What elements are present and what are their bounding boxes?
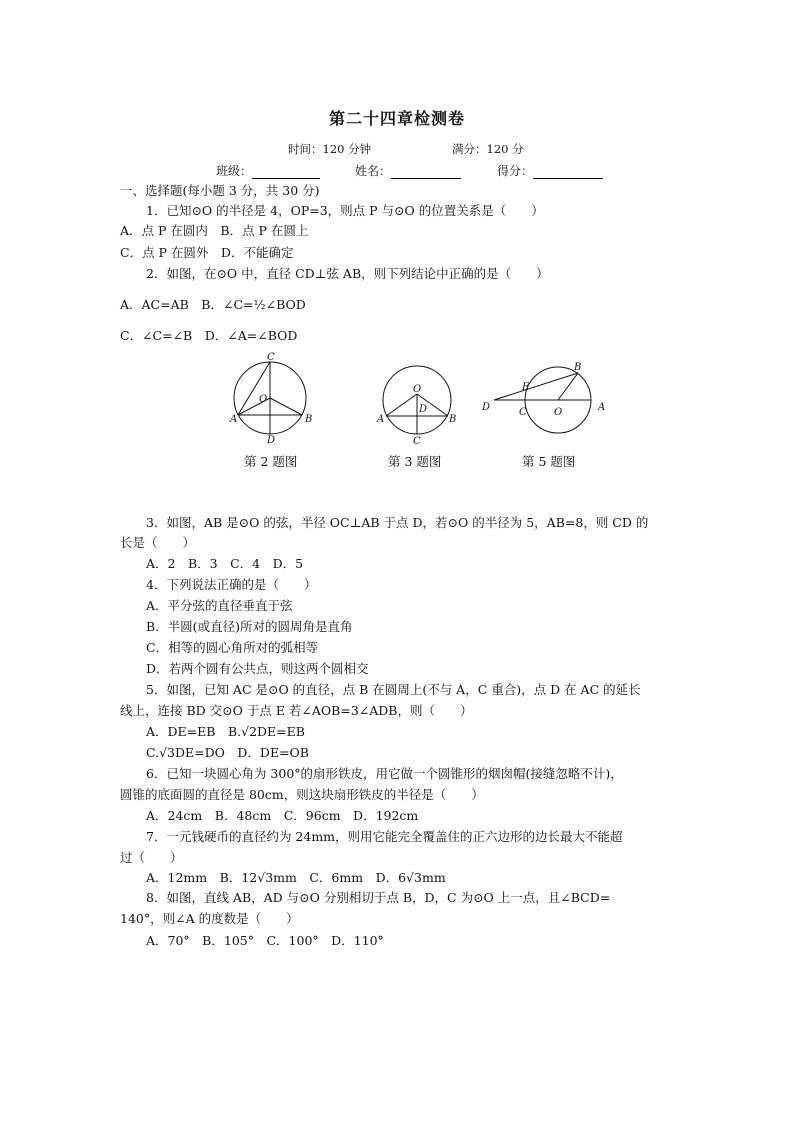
label-B: B [305,414,313,425]
line-db [494,373,578,400]
q3-options: A．2 B．3 C．4 D．5 [146,556,304,571]
label-O: O [259,394,268,405]
q4-option-d: D．若两个圆有公共点，则这两个圆相交 [146,661,369,676]
q5-stem-2: 线上，连接 BD 交⊙O 于点 E 若∠AOB=3∠ADB，则（ ） [120,703,473,718]
name-label: 姓名： [355,164,392,178]
q3-stem-2: 长是（ ） [120,535,196,550]
q4-stem: 4．下列说法正确的是（ ） [146,577,317,592]
q8-stem-2: 140°，则∠A 的度数是（ ） [120,911,299,926]
q2-options-cd: C．∠C=∠B D．∠A=∠BOD [120,328,298,343]
q5-options-ab: A．DE=EB B.√2DE=EB [146,724,305,739]
caption-q5: 第 5 题图 [522,454,576,469]
score-blank[interactable] [533,165,603,179]
class-field[interactable] [216,162,320,179]
q4-option-a: A．平分弦的直径垂直于弦 [146,598,293,613]
caption-q3: 第 3 题图 [388,454,442,469]
figure-q5 [478,360,614,446]
q5-options-cd: C.√3DE=DO D．DE=OB [146,745,309,760]
figure-q3 [375,360,465,446]
label-E: E [522,382,530,393]
class-label: 班级： [216,164,253,178]
label-A: A [230,414,238,425]
q8-stem-1: 8．如图，直线 AB，AD 与⊙O 分别相切于点 B，D，C 为⊙O 上一点，且∠BCD= [146,890,611,905]
label-C: C [267,352,275,363]
q6-options: A．24cm B．48cm C．96cm D．192cm [146,808,419,823]
full-score: 满分：120 分 [452,142,524,156]
q1-options-ab: A．点 P 在圆内 B．点 P 在圆上 [120,223,309,238]
segment-oa [386,394,417,416]
figure-q2 [226,352,316,444]
label-D: D [419,404,428,415]
q7-options: A．12mm B．12√3mm C．6mm D．6√3mm [146,870,446,885]
q6-stem-1: 6．已知一块圆心角为 300°的扇形铁皮，用它做一个圆锥形的烟囱帽(接缝忽略不计)， [146,766,623,781]
q1-options-cd: C．点 P 在圆外 D．不能确定 [120,245,294,260]
q4-option-b: B．半圆(或直径)所对的圆周角是直角 [146,619,353,634]
q4-option-c: C．相等的圆心角所对的弧相等 [146,640,319,655]
label-O: O [413,384,422,395]
q2-options-ab: A．AC=AB B．∠C=½∠BOD [120,297,306,312]
q7-stem-1: 7．一元钱硬币的直径约为 24mm，则用它能完全覆盖住的正六边形的边长最大不能超 [146,829,623,844]
label-O: O [554,407,563,418]
label-A: A [598,402,606,413]
score-field[interactable] [497,162,603,179]
label-D: D [267,435,276,444]
label-C: C [519,407,527,418]
q2-stem: 2．如图，在⊙O 中，直径 CD⊥弦 AB，则下列结论中正确的是（ ） [146,266,549,281]
caption-q2: 第 2 题图 [244,454,298,469]
time-limit: 时间：120 分钟 [288,142,372,156]
label-C: C [413,436,421,446]
label-B: B [449,414,457,425]
section-heading: 一、选择题(每小题 3 分，共 30 分) [120,183,320,198]
q8-options: A．70° B．105° C．100° D．110° [146,933,384,948]
name-blank[interactable] [391,165,461,179]
q6-stem-2: 圆锥的底面圆的直径是 80cm，则这块扇形铁皮的半径是（ ） [120,787,484,802]
segment-ob [270,398,302,415]
label-A: A [377,414,385,425]
segment-ob [558,373,578,400]
q1-stem: 1．已知⊙O 的半径是 4，OP=3，则点 P 与⊙O 的位置关系是（ ） [146,203,544,218]
label-B: B [574,362,582,373]
name-field[interactable] [355,162,461,179]
label-D: D [482,402,491,413]
class-blank[interactable] [252,165,320,179]
q5-stem-1: 5．如图，已知 AC 是⊙O 的直径，点 B 在圆周上(不与 A，C 重合)，点 D 在 AC 的延长 [146,682,641,697]
q3-stem-1: 3．如图，AB 是⊙O 的弦，半径 OC⊥AB 于点 D，若⊙O 的半径为 5，AB=8，则 CD 的 [146,515,649,530]
q7-stem-2: 过（ ） [120,850,183,865]
score-label: 得分： [497,164,534,178]
page-title: 第二十四章检测卷 [328,109,465,128]
